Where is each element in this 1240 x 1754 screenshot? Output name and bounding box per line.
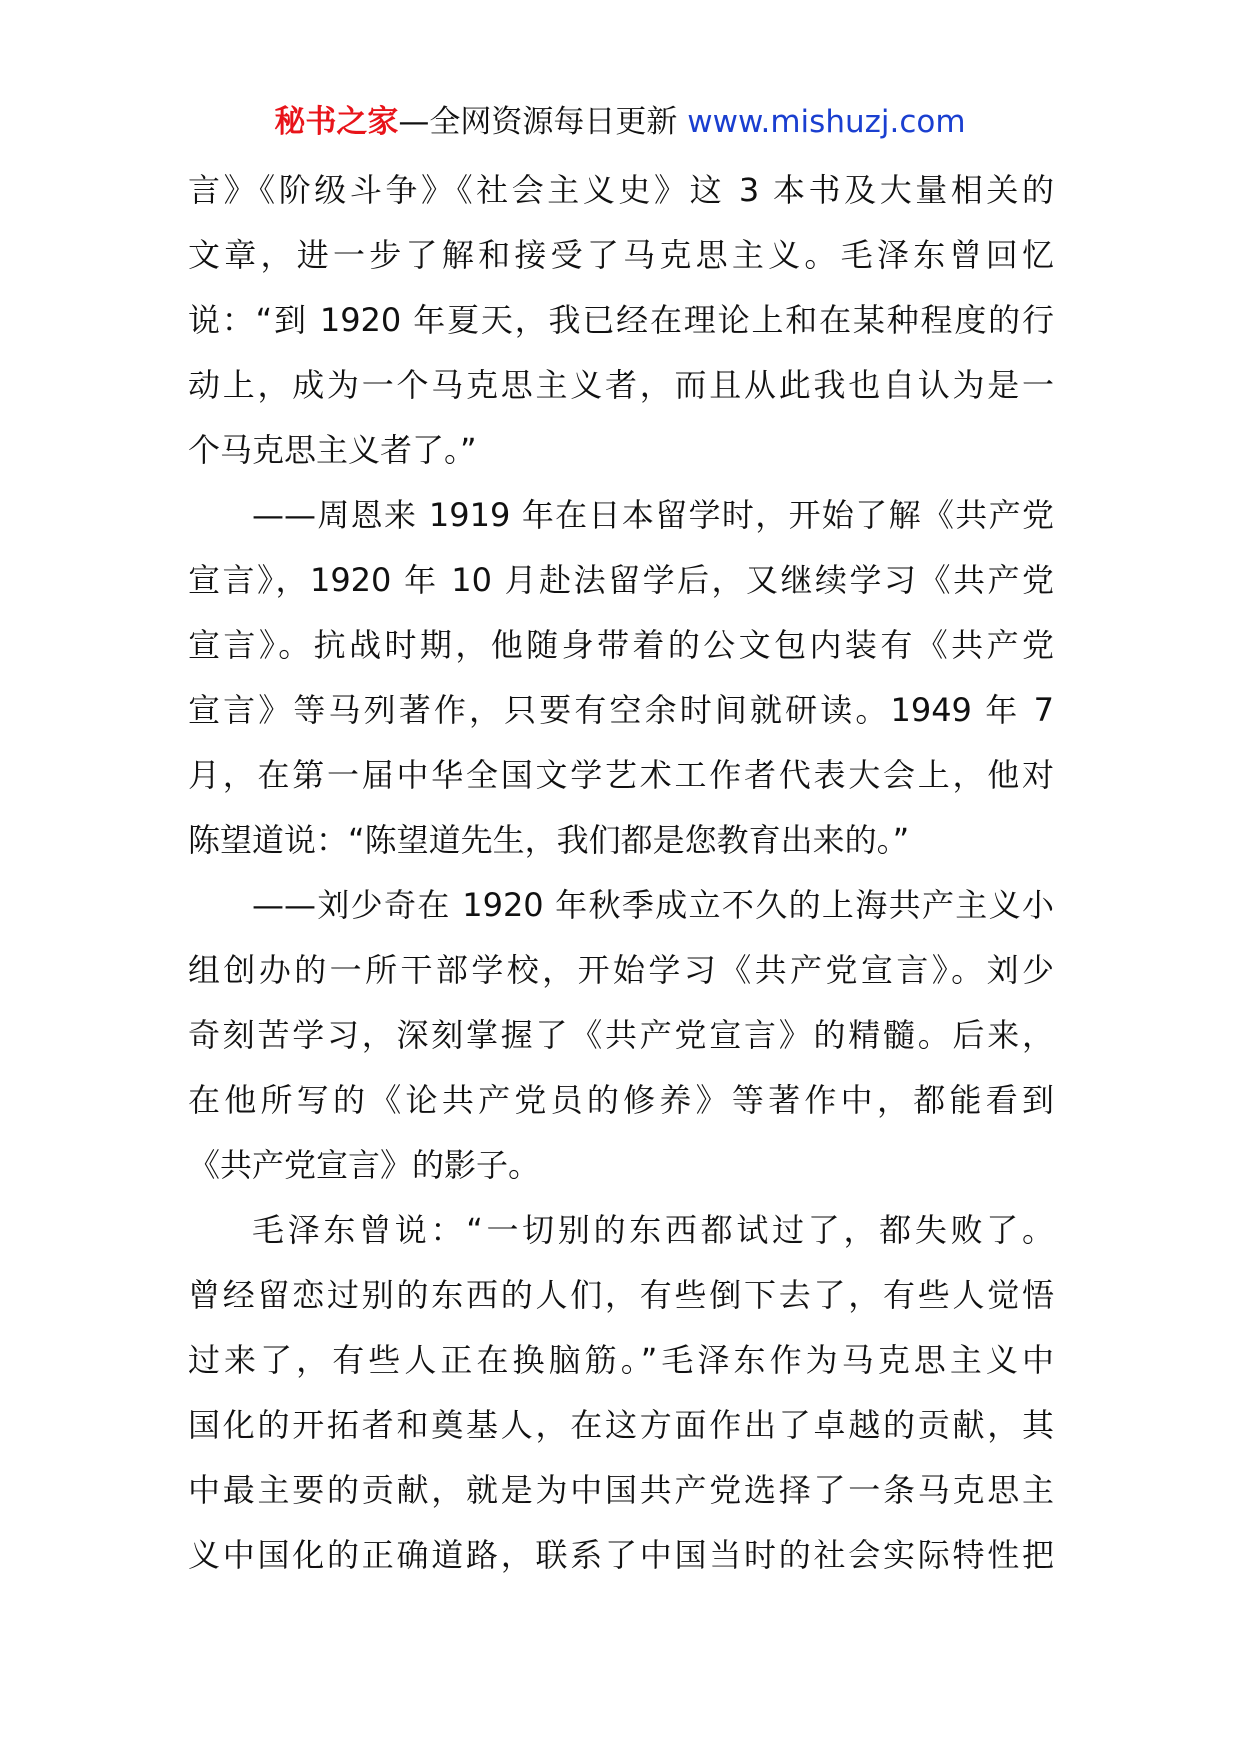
text-line: 组创办的一所干部学校，开始学习《共产党宣言》。刘少 [188,951,1054,989]
paragraph-start-line: ——周恩来 1919 年在日本留学时，开始了解《共产党 [252,496,1054,534]
header-url-link[interactable]: www.mishuzj.com [687,104,966,140]
text-line: 宣言》等马列著作，只要有空余时间就研读。1949 年 7 [188,691,1054,729]
text-line: 宣言》。抗战时期，他随身带着的公文包内装有《共产党 [188,626,1054,664]
text-line: 个马克思主义者了。” [188,431,477,469]
text-line: 陈望道说：“陈望道先生，我们都是您教育出来的。” [188,821,910,859]
text-line: 在他所写的《论共产党员的修养》等著作中，都能看到 [188,1081,1054,1119]
page-header [0,100,1240,144]
brand-name: 秘书之家 [274,104,399,140]
text-line: 中最主要的贡献，就是为中国共产党选择了一条马克思主 [188,1471,1054,1509]
document-body [188,158,1054,1588]
paragraph-start-line: ——刘少奇在 1920 年秋季成立不久的上海共产主义小 [252,886,1054,924]
text-line: 国化的开拓者和奠基人，在这方面作出了卓越的贡献，其 [188,1406,1054,1444]
text-line: 动上，成为一个马克思主义者，而且从此我也自认为是一 [188,366,1054,404]
text-line: 《共产党宣言》的影子。 [188,1146,541,1184]
text-line: 言》《阶级斗争》《社会主义史》这 3 本书及大量相关的 [188,171,1054,209]
text-line: 月，在第一届中华全国文学艺术工作者代表大会上，他对 [188,756,1054,794]
text-line: 过来了，有些人正在换脑筋。”毛泽东作为马克思主义中 [188,1341,1054,1379]
text-line: 说：“到 1920 年夏天，我已经在理论上和在某种程度的行 [188,301,1054,339]
text-line: 曾经留恋过别的东西的人们，有些倒下去了，有些人觉悟 [188,1276,1054,1314]
paragraph-start-line: 毛泽东曾说：“一切别的东西都试过了，都失败了。 [252,1211,1054,1249]
text-line: 宣言》，1920 年 10 月赴法留学后，又继续学习《共产党 [188,561,1054,599]
text-line: 义中国化的正确道路，联系了中国当时的社会实际特性把 [188,1536,1054,1574]
text-line: 奇刻苦学习，深刻掌握了《共产党宣言》的精髓。后来， [188,1016,1054,1054]
header-slogan: —全网资源每日更新 [398,104,678,140]
text-line: 文章，进一步了解和接受了马克思主义。毛泽东曾回忆 [188,236,1054,274]
